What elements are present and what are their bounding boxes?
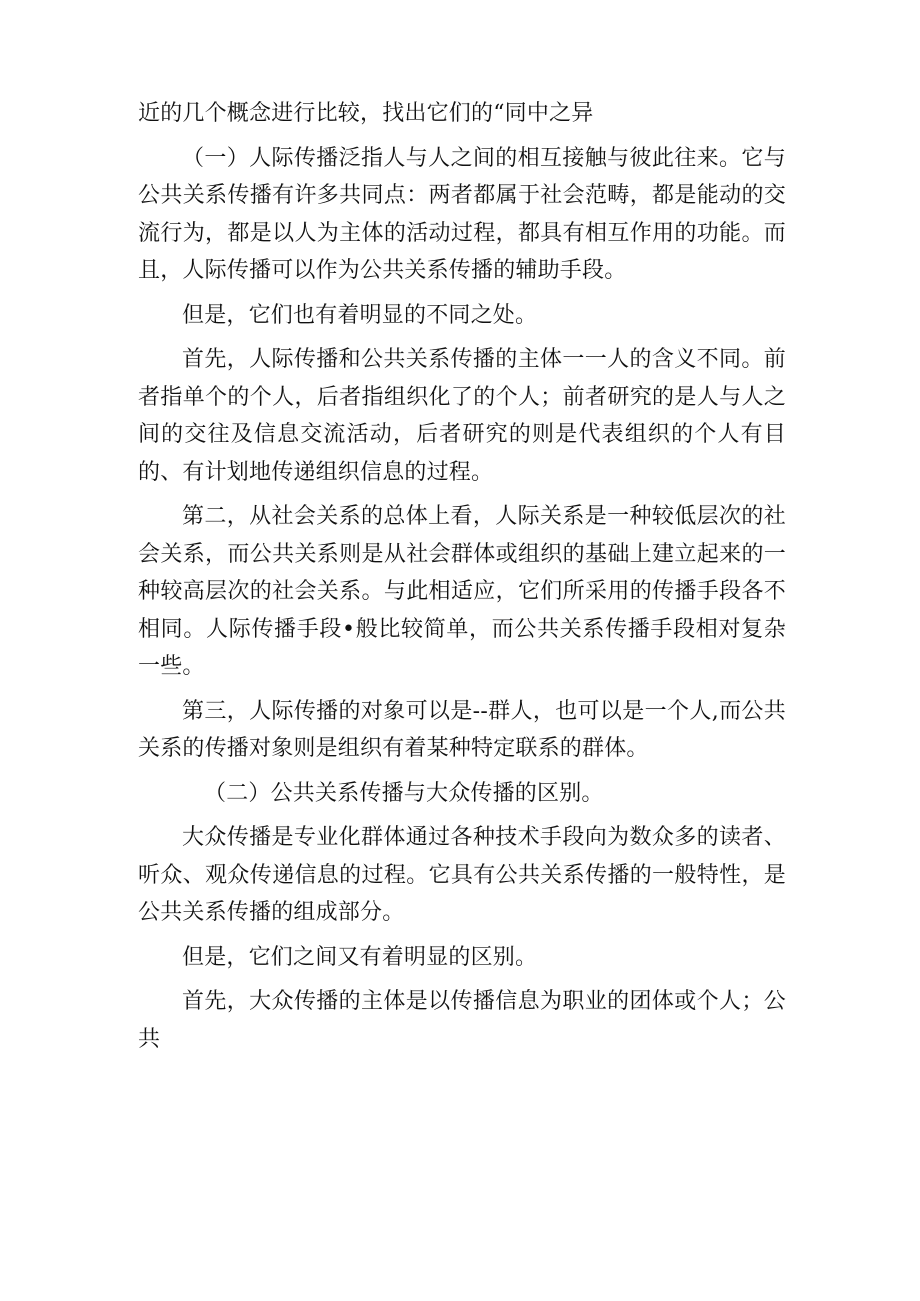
document-body: [138, 95, 786, 1065]
paragraph-differences-intro: 但是，它们也有着明显的不同之处。: [182, 302, 538, 328]
paragraph-third-difference: 第三，人际传播的对象可以是--群人，也可以是一个人,而公共关系的传播对象则是组织有着某种特定联系的群体。: [138, 698, 786, 761]
paragraph-mass-first-difference: 首先，大众传播的主体是以传播信息为职业的团体或个人；公共: [138, 989, 786, 1052]
paragraph-first-difference: 首先，人际传播和公共关系传播的主体一一人的含义不同。前者指单个的个人，后者指组织化了的个人；前者研究的是人与人之间的交往及信息交流活动，后者研究的则是代表组织的个人有目的、有计划地传递组织信息的过程。: [138, 347, 786, 485]
paragraph-continuation: 近的几个概念进行比较，找出它们的“同中之异: [138, 101, 594, 126]
paragraph-section-one: （一）人际传播泛指人与人之间的相互接触与彼此往来。它与公共关系传播有许多共同点：两者都属于社会范畴，都是能动的交流行为，都是以人为主体的活动过程，都具有相互作用的功能。而且，人际传播可以作为公共关系传播的辅助手段。: [138, 145, 786, 283]
paragraph-section-two-heading: （二）公共关系传播与大众传播的区别。: [204, 780, 604, 806]
paragraph-second-difference: 第二，从社会关系的总体上看，人际关系是一种较低层次的社会关系，而公共关系则是从社会群体或组织的基础上建立起来的一种较高层次的社会关系。与此相适应，它们所采用的传播手段各不相同。人际传播手段•般比较简单，而公共关系传播手段相对复杂一些。: [138, 504, 786, 679]
paragraph-mass-communication: 大众传播是专业化群体通过各种技术手段向为数众多的读者、听众、观众传递信息的过程。它具有公共关系传播的一般特性，是公共关系传播的组成部分。: [138, 825, 786, 925]
paragraph-mass-differences-intro: 但是，它们之间又有着明显的区别。: [182, 944, 538, 970]
